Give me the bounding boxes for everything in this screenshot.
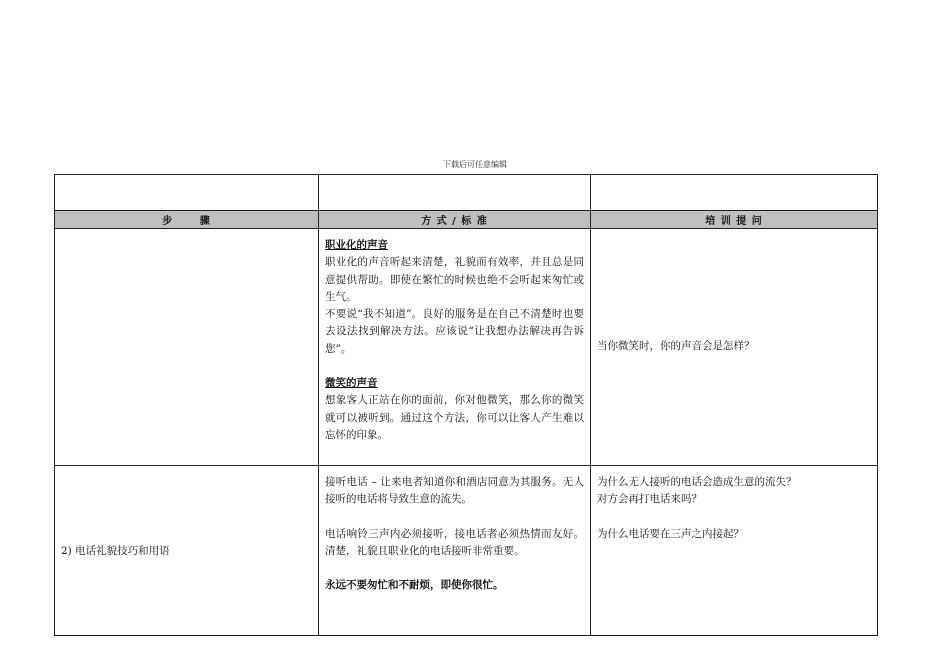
training-question: 对方会再打电话来吗？ (597, 493, 702, 506)
header-questions (591, 211, 878, 229)
table-row (55, 229, 878, 466)
header-row (55, 211, 878, 229)
method-paragraph: 电话响铃三声内必须接听，接电话者必须热情而友好。清楚，礼貌且职业化的电话接听非常重要。 (325, 527, 584, 557)
blank-row (55, 175, 878, 211)
method-paragraph: 接听电话 – 让来电者知道你和酒店同意为其服务。无人接听的电话将导致生意的流失。 (325, 476, 584, 506)
training-question: 为什么无人接听的电话会造成生意的流失？ (597, 476, 797, 488)
method-paragraph: 不要说“我不知道”。良好的服务是在自己不清楚时也要去设法找到解决方法。应该说“让我想办法解决再告诉您”。 (325, 308, 584, 355)
question-cell (591, 229, 878, 466)
section-heading: 微笑的声音 (325, 377, 378, 390)
header-steps-label: 步 骤 (162, 216, 211, 227)
section-heading: 职业化的声音 (325, 239, 388, 251)
question-cell (591, 466, 878, 636)
training-question: 为什么电话要在三声之内接起？ (597, 527, 744, 540)
table-row (55, 466, 878, 636)
emphasis-line: 永远不要匆忙和不耐烦，即使你很忙。 (325, 579, 504, 592)
method-cell (319, 229, 591, 466)
blank-cell (591, 175, 878, 211)
header-method-label: 方 式 / 标 准 (421, 216, 488, 227)
header-questions-label: 培 训 提 问 (705, 216, 763, 227)
method-paragraph: 职业化的声音听起来清楚，礼貌而有效率，并且总是同意提供帮助。即使在繁忙的时候也绝不会听起来匆忙或生气。 (325, 256, 584, 303)
step-label: 2) 电话礼貌技巧和用语 (61, 545, 170, 557)
header-method (319, 211, 591, 229)
step-cell (55, 466, 319, 636)
header-steps (55, 211, 319, 229)
step-cell (55, 229, 319, 466)
blank-cell (319, 175, 591, 211)
training-question: 当你微笑时，你的声音会是怎样？ (597, 340, 755, 353)
page-header-note: 下载后可任意编辑 (443, 160, 507, 169)
blank-cell (55, 175, 319, 211)
training-table (54, 174, 878, 636)
method-cell (319, 466, 591, 636)
method-paragraph: 想象客人正站在你的面前，你对他微笑，那么你的微笑就可以被听到。通过这个方法，你可以让客人产生难以忘怀的印象。 (325, 394, 584, 441)
